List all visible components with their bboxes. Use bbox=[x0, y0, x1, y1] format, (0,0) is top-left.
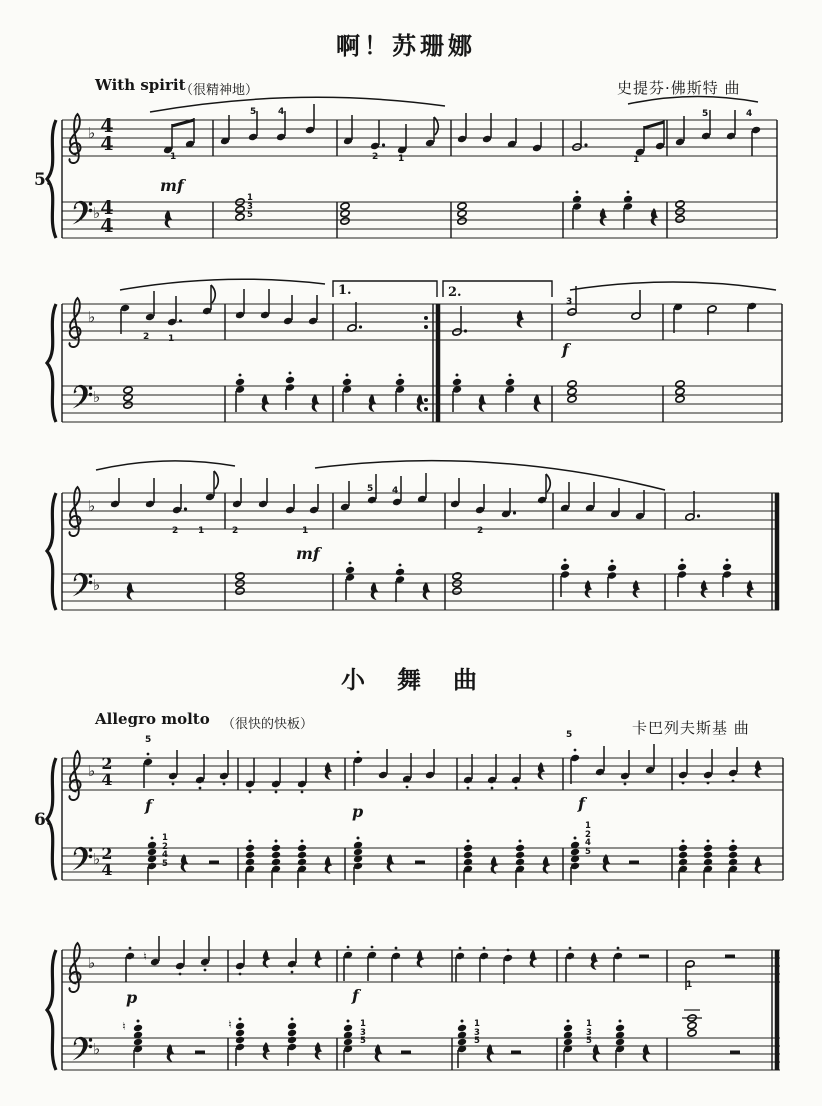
slur bbox=[150, 97, 445, 112]
bass-notes-5 bbox=[133, 1010, 740, 1068]
system-2 bbox=[47, 279, 782, 422]
slur bbox=[120, 279, 325, 290]
dynamic-mark: f bbox=[145, 796, 152, 815]
fingering: 1 bbox=[360, 1019, 366, 1029]
piece2-tempo: Allegro molto bbox=[95, 710, 210, 728]
piece1-tempo: With spirit bbox=[95, 76, 186, 94]
time-sig-denominator: 4 bbox=[101, 770, 113, 789]
flat-sign: ♭ bbox=[93, 1040, 101, 1058]
time-sig-numerator: 2 bbox=[101, 754, 113, 773]
fingering: 1 bbox=[474, 1019, 480, 1029]
piece1-tempo-zh: （很精神地） bbox=[180, 83, 259, 98]
fingering: 3 bbox=[474, 1027, 480, 1038]
bass-clef-icon bbox=[73, 1037, 93, 1061]
fingering: 2 bbox=[172, 526, 179, 536]
flat-sign: ♭ bbox=[93, 204, 101, 222]
system-5 bbox=[47, 936, 780, 1070]
system-4 bbox=[47, 744, 783, 888]
fingering: 1 bbox=[398, 154, 405, 164]
natural-sign: ♮ bbox=[122, 1020, 126, 1033]
fingering: 1 bbox=[585, 821, 591, 831]
piece1-composer: 史提芬·佛斯特 曲 bbox=[617, 79, 741, 97]
time-sig-numerator: 2 bbox=[101, 844, 113, 863]
flat-sign: ♭ bbox=[88, 124, 96, 142]
piece1-number: 5. bbox=[34, 170, 52, 190]
fingering: 1 bbox=[168, 334, 175, 344]
fingering: 5 bbox=[586, 1036, 592, 1046]
brace-icon bbox=[47, 493, 56, 610]
bass-clef-icon bbox=[73, 847, 93, 871]
fingering: 4 bbox=[746, 109, 753, 119]
flat-sign: ♭ bbox=[93, 850, 101, 868]
chord-fingering bbox=[585, 822, 591, 856]
fingering: 4 bbox=[162, 850, 168, 860]
system-1 bbox=[47, 96, 777, 238]
brace-icon bbox=[47, 304, 56, 422]
time-sig-denominator: 4 bbox=[100, 215, 114, 237]
slur bbox=[570, 282, 776, 290]
volta-1-label: 1. bbox=[338, 283, 352, 298]
chord-fingering bbox=[162, 834, 168, 868]
piece2-title: 小 舞 曲 bbox=[341, 665, 481, 694]
dynamic-mark: f bbox=[562, 340, 569, 359]
bass-clef-icon bbox=[73, 201, 93, 225]
flat-sign: ♭ bbox=[93, 388, 101, 406]
bass-clef-icon bbox=[73, 385, 93, 409]
fingering: 1 bbox=[302, 526, 309, 536]
fingering: 5 bbox=[247, 210, 253, 220]
dynamic-mark: f bbox=[352, 986, 359, 1005]
fingering: 3 bbox=[586, 1027, 592, 1038]
chord-fingering bbox=[474, 1020, 480, 1046]
time-sig-numerator: 4 bbox=[100, 115, 114, 137]
fingering: 5 bbox=[162, 858, 168, 869]
fingering: 2 bbox=[162, 841, 168, 852]
fingering: 1 bbox=[247, 193, 253, 203]
chord-fingering bbox=[360, 1020, 366, 1046]
piece2-tempo-zh: （很快的快板） bbox=[222, 717, 314, 732]
fingering: 1 bbox=[586, 1019, 592, 1029]
bass-notes-2 bbox=[123, 372, 685, 413]
time-sig-denominator: 4 bbox=[101, 860, 113, 879]
fingering: 2 bbox=[232, 526, 239, 536]
fingering: 5 bbox=[566, 730, 573, 740]
dynamic-mark: mf bbox=[160, 176, 184, 195]
piece2-composer: 卡巴列夫斯基 曲 bbox=[632, 719, 750, 737]
fingering: 2 bbox=[143, 332, 150, 342]
system-3 bbox=[47, 461, 779, 610]
fingering: 1 bbox=[686, 980, 693, 990]
fingering: 4 bbox=[585, 838, 591, 848]
fingering: 5 bbox=[145, 735, 152, 745]
piece2-number: 6. bbox=[34, 810, 52, 830]
fingering: 5 bbox=[367, 484, 374, 494]
slur bbox=[96, 461, 235, 470]
dynamic-mark: p bbox=[352, 802, 364, 821]
time-sig-numerator: 4 bbox=[100, 197, 114, 219]
fingering: 2 bbox=[585, 829, 591, 840]
bass-notes-1 bbox=[165, 191, 685, 230]
fingering: 5 bbox=[702, 109, 709, 119]
flat-sign: ♭ bbox=[88, 497, 96, 515]
volta-2-label: 2. bbox=[448, 285, 462, 300]
fingering: 1 bbox=[198, 526, 205, 536]
fingering: 1 bbox=[633, 155, 640, 165]
piece1-title: 啊！苏珊娜 bbox=[336, 31, 476, 60]
fingering: 1 bbox=[162, 833, 168, 843]
treble-notes-4 bbox=[143, 744, 761, 793]
barlines-4 bbox=[238, 758, 783, 880]
natural-sign: ♮ bbox=[143, 950, 147, 963]
dynamic-mark: f bbox=[578, 794, 585, 813]
flat-sign: ♭ bbox=[88, 762, 96, 780]
bass-clef-icon bbox=[73, 573, 93, 597]
dynamic-mark: mf bbox=[296, 544, 320, 563]
flat-sign: ♭ bbox=[93, 576, 101, 594]
flat-sign: ♭ bbox=[88, 954, 96, 972]
flat-sign: ♭ bbox=[88, 308, 96, 326]
fingering: 3 bbox=[360, 1027, 366, 1038]
fingering: 4 bbox=[278, 107, 285, 117]
fingering: 5 bbox=[474, 1036, 480, 1046]
chord-fingering bbox=[247, 194, 253, 220]
bass-notes-3 bbox=[127, 559, 753, 603]
fingering: 1 bbox=[170, 152, 177, 162]
fingering: 2 bbox=[477, 526, 484, 536]
time-sig-denominator: 4 bbox=[100, 133, 114, 155]
fingering: 2 bbox=[372, 152, 379, 162]
fingering: 5 bbox=[360, 1036, 366, 1046]
fingering: 3 bbox=[566, 297, 573, 307]
fingering: 4 bbox=[392, 486, 399, 496]
fingering: 3 bbox=[247, 201, 253, 212]
dynamic-mark: p bbox=[126, 988, 138, 1007]
natural-sign: ♮ bbox=[228, 1018, 232, 1031]
fingering: 5 bbox=[250, 107, 257, 117]
brace-icon bbox=[47, 950, 56, 1070]
chord-fingering bbox=[586, 1020, 592, 1046]
fingering: 5 bbox=[585, 846, 591, 857]
